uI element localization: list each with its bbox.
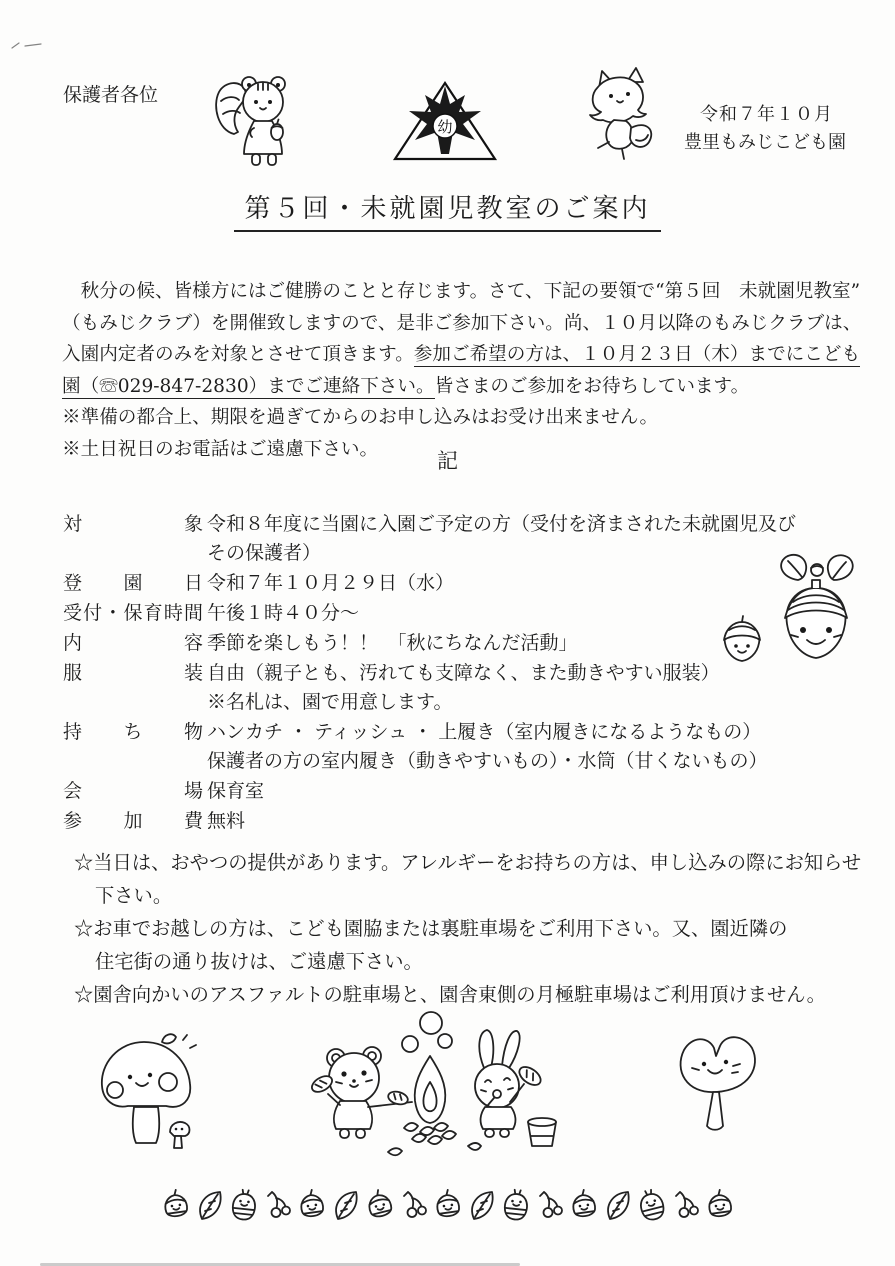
intro-text-segment: 参加ご希望の方は、１０月２３日（木）までにこども [413,344,861,365]
detail-value-line: 無料 [207,810,246,832]
intro-line [62,308,882,340]
detail-value-line: 自由（親子とも、汚れても支障なく、また動きやすい服装） [207,662,720,684]
note-item [74,846,874,912]
acorn-icon [297,1188,327,1228]
detail-value [207,659,720,717]
intro-text-segment: 園（☏029-847-2830）までご連絡下さい。 [62,375,435,397]
acorn-icon [705,1188,735,1228]
detail-label: 内 容 [63,632,203,654]
detail-row [63,718,768,776]
decorative-footer-border [0,1188,895,1228]
detail-value [207,807,245,836]
detail-value [207,718,768,776]
campfire-illustration [288,1010,568,1174]
note-line: ☆園舎向かいのアスファルトの駐車場と、園舎東側の月極駐車場はご利用頂けません。 [74,983,826,1006]
leaf-icon [467,1188,497,1228]
intro-text-segment: 秋分の候、皆様方にはご健勝のことと存じます。さて、下記の要領で“第５回 未就園児教室” [62,281,861,302]
detail-value [207,599,359,628]
note-item [74,978,874,1011]
intro-text-segment: 皆さまのご参加をお待ちしています。 [434,375,750,397]
intro-line [62,402,882,434]
mushroom-illustration [86,1032,206,1176]
detail-value-line: 保護者の方の室内履き（動きやすいもの）・水筒（甘くないもの） [207,750,768,772]
note-item [74,912,874,978]
detail-row [63,599,763,628]
kindergarten-emblem [392,80,498,166]
scan-artifact [8,34,54,56]
detail-row [63,569,763,598]
issue-date: 令和７年１０月 [700,104,833,125]
detail-row [63,510,797,568]
detail-row [63,807,763,836]
detail-value-line: ハンカチ ・ ティッシュ ・ 上履き（室内履きになるようなもの） [207,721,762,743]
intro-text-segment: （もみじクラブ）を開催致しますので、是非ご参加下さい。尚、１０月以降のもみじクラブは、 [62,312,862,334]
detail-value [207,629,578,658]
detail-label: 登 園 日 [63,572,203,594]
leaf-icon [195,1188,225,1228]
acorn-icon [161,1188,191,1228]
squirrel-illustration [210,70,298,174]
intro-line [62,276,882,308]
berry-icon [263,1188,293,1228]
note-line: 住宅街の通り抜けは、ご遠慮下さい。 [95,950,423,973]
intro-line [62,371,882,403]
detail-value [207,569,454,598]
berry-icon [671,1188,701,1228]
detail-label: 対 象 [63,513,203,535]
acorn-icon [365,1188,395,1228]
leaf-icon [331,1188,361,1228]
detail-value-line: 午後１時４０分～ [207,602,360,624]
detail-value-line: ※名札は、園で用意します。 [207,691,453,713]
detail-value-line: 季節を楽しもう！！ 「秋にちなんだ活動」 [207,632,578,654]
intro-text-segment: 入園内定者のみを対象とさせて頂きます。 [62,344,414,365]
berry-icon [399,1188,429,1228]
detail-value-line: 令和７年１０月２９日（水） [207,572,455,594]
notes-list [74,846,874,1011]
acorn-icon [433,1188,463,1228]
detail-row [63,777,763,806]
intro-paragraph [62,276,882,465]
chestnut-icon [501,1188,531,1228]
fox-illustration [578,66,654,166]
detail-label: 持 ち 物 [63,721,203,743]
berry-icon [535,1188,565,1228]
note-line: ☆当日は、おやつの提供があります。アレルギーをお持ちの方は、申し込みの際にお知らせ [74,851,862,874]
emblem-character: 幼 [437,118,453,136]
recipient: 保護者各位 [63,84,159,106]
intro-line [62,339,882,371]
detail-label: 参 加 費 [63,810,203,832]
leaf-icon [603,1188,633,1228]
detail-value-line: その保護者） [207,542,322,564]
detail-label: 会 場 [63,780,203,802]
intro-text-segment: ※土日祝日のお電話はご遠慮下さい。 [62,438,379,460]
chestnut-icon [229,1188,259,1228]
detail-label: 服 装 [63,662,203,684]
detail-row [63,659,763,717]
intro-text-segment: ※準備の都合上、期限を過ぎてからのお申し込みはお受け出来ません。 [62,407,659,428]
acorn-pair-illustration [698,550,888,672]
ginkgo-leaf-illustration [668,1030,764,1150]
detail-row [63,629,763,658]
chestnut-icon [637,1188,667,1228]
detail-label: 受付・保育時間 [63,602,203,624]
details-list [63,510,797,837]
detail-value-line: 保育室 [207,780,265,802]
detail-value [207,777,264,806]
detail-value-line: 令和８年度に当園に入園ご予定の方（受付を済まされた未就園児及び [207,513,797,535]
note-line: 下さい。 [95,884,173,907]
document-title: 第５回・未就園児教室のご案内 [234,188,660,232]
acorn-icon [569,1188,599,1228]
note-line: ☆お車でお越しの方は、こども園脇または裏駐車場をご利用下さい。又、園近隣の [74,917,788,940]
organization-name: 豊里もみじこども園 [684,132,846,153]
record-heading: 記 [437,449,458,473]
